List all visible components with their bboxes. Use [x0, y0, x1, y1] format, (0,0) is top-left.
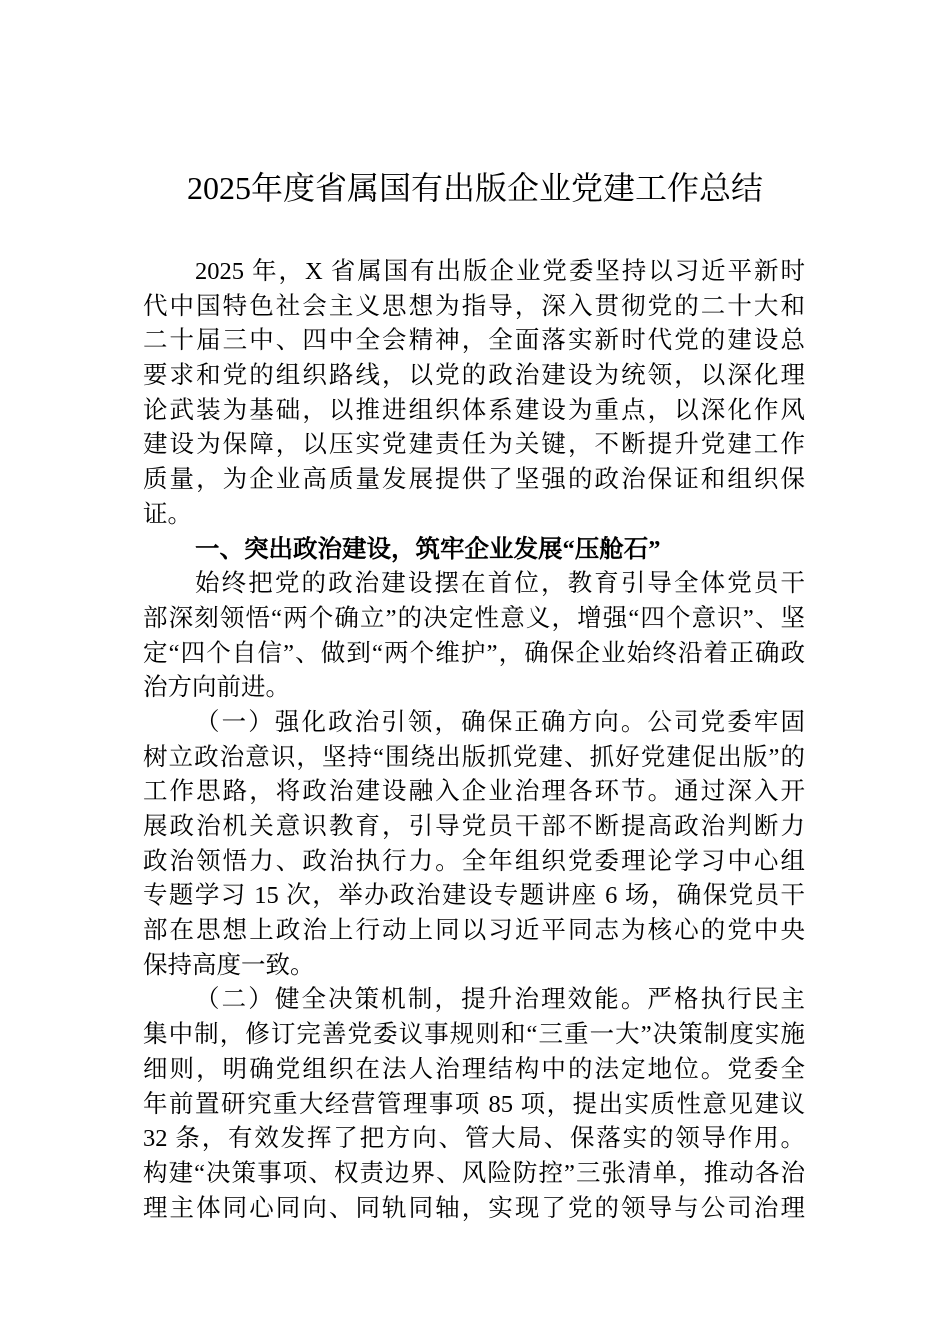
document-body — [143, 255, 805, 1226]
text-line: 建设为保障，以压实党建责任为关键，不断提升党建工作 — [143, 431, 805, 459]
text-line: （一）强化政治引领，确保正确方向。公司党委牢固 — [195, 708, 805, 736]
text-line: 始终把党的政治建设摆在首位，教育引导全体党员干 — [195, 570, 805, 598]
text-line: 保持高度一致。 — [143, 951, 315, 979]
paragraph — [143, 255, 805, 533]
text-line: 证。 — [143, 500, 192, 528]
text-line: 树立政治意识，坚持“围绕出版抓党建、抓好党建促出版”的 — [143, 743, 805, 771]
text-line: 年前置研究重大经营管理事项 85 项，提出实质性意见建议 — [143, 1090, 805, 1118]
text-line: 论武装为基础，以推进组织体系建设为重点，以深化作风 — [143, 396, 805, 424]
text-line: 要求和党的组织路线，以党的政治建设为统领，以深化理 — [143, 362, 805, 390]
section-heading — [143, 533, 805, 568]
text-line: 代中国特色社会主义思想为指导，深入贯彻党的二十大和 — [143, 292, 805, 320]
text-line: 二十届三中、四中全会精神，全面落实新时代党的建设总 — [143, 327, 805, 355]
paragraph — [143, 706, 805, 984]
text-line: 理主体同心同向、同轨同轴，实现了党的领导与公司治理 — [143, 1194, 805, 1222]
text-line: 32 条，有效发挥了把方向、管大局、保落实的领导作用。 — [143, 1125, 805, 1153]
paragraph — [143, 983, 805, 1226]
text-line: 质量，为企业高质量发展提供了坚强的政治保证和组织保 — [143, 466, 805, 494]
text-line: 治方向前进。 — [143, 674, 290, 702]
text-line: 集中制，修订完善党委议事规则和“三重一大”决策制度实施 — [143, 1021, 805, 1049]
text-line: 展政治机关意识教育，引导党员干部不断提高政治判断力 — [143, 813, 805, 840]
text-line: 部深刻领悟“两个确立”的决定性意义，增强“四个意识”、坚 — [143, 604, 805, 632]
text-line: 定“四个自信”、做到“两个维护”，确保企业始终沿着正确政 — [143, 639, 805, 667]
text-line: （二）健全决策机制，提升治理效能。严格执行民主 — [195, 986, 805, 1014]
text-line: 2025 年，X 省属国有出版企业党委坚持以习近平新时 — [195, 258, 805, 285]
text-line: 构建“决策事项、权责边界、风险防控”三张清单，推动各治 — [143, 1159, 805, 1187]
text-line: 一、突出政治建设，筑牢企业发展“压舱石” — [195, 535, 661, 563]
paragraph — [143, 567, 805, 706]
text-line: 政治领悟力、政治执行力。全年组织党委理论学习中心组 — [143, 847, 805, 875]
document-title: 2025年度省属国有出版企业党建工作总结 — [186, 170, 763, 206]
text-line: 部在思想上政治上行动上同以习近平同志为核心的党中央 — [143, 917, 805, 945]
text-line: 细则，明确党组织在法人治理结构中的法定地位。党委全 — [143, 1055, 805, 1083]
text-line: 工作思路，将政治建设融入企业治理各环节。通过深入开 — [143, 778, 805, 806]
text-line: 专题学习 15 次，举办政治建设专题讲座 6 场，确保党员干 — [143, 882, 805, 910]
